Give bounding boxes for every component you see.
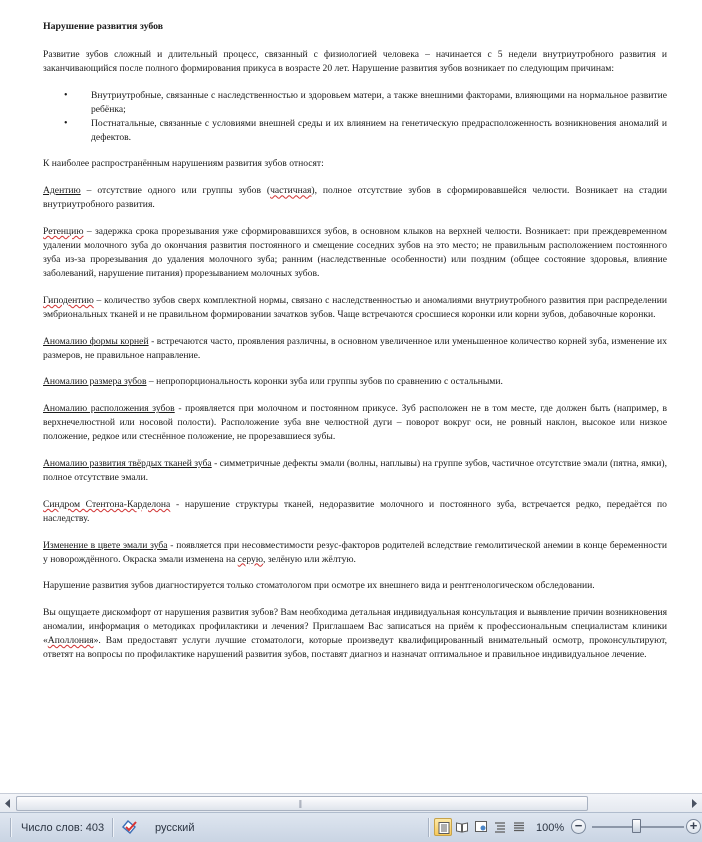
reading-icon <box>456 821 468 833</box>
print-layout-button[interactable] <box>434 818 452 836</box>
diagnosis-paragraph: Нарушение развития зубов диагностируется только стоматологом при осмотре их внешнего вида и рентгенологическом обследовании. <box>43 580 595 592</box>
web-layout-button[interactable] <box>472 818 490 836</box>
scroll-left-icon[interactable] <box>2 797 14 810</box>
tooth-size-term: Аномалию размера зубов <box>43 376 147 388</box>
tooth-position-paragraph: Аномалию расположения зубов - проявляется при молочном и постоянном прикусе. Зуб расположен не в том месте, где должен быть (например, в верхнечелюстной или носовой полости). Расположение зуба вне челюстной дуги – поворот вокруг оси, не ровный наклон, высокое или низкое положение, редкое или стеснённое положение, не прорезавшиеся зубы. <box>43 403 667 443</box>
status-bar <box>0 812 702 842</box>
tooth-size-paragraph: Аномалию размера зубов – непропорциональность коронки зуба или группы зубов по сравнению с остальными. <box>43 376 503 388</box>
closing-paragraph: Вы ощущаете дискомфорт от нарушения развития зубов? Вам необходима детальная индивидуальная консультация и выявление причин возникновения аномалии, информация о методиках профилактики и лечения? Приглашаем Вас записаться на приём к профессиональным специалистам клиники «Аполлония». Вам предоставят услуги лучшие стоматологи, которые произведут квалифицированный внимательный осмотр, проконсультируют, ответят на вопросы по профилактике нарушений развития зубов, поставят диагноз и назначат оптимальное и правильное индивидуальное лечение. <box>43 607 667 661</box>
bullet-icon: • <box>64 117 68 129</box>
plus-icon: + <box>689 818 698 833</box>
full-screen-reading-button[interactable] <box>453 818 471 836</box>
list-intro-paragraph: К наиболее распространённым нарушениям развития зубов относят: <box>43 158 324 170</box>
document-body[interactable] <box>43 20 667 675</box>
draft-button[interactable] <box>510 818 528 836</box>
clinic-name: Аполлония <box>47 635 94 647</box>
proofing-icon[interactable] <box>120 818 140 834</box>
adentia-paragraph: Адентию – отсутствие одного или группы зубов (частичная), полное отсутствие зубов в сформировавшейся челюсти. Возникает на стадии внутриутробного развития. <box>43 185 667 211</box>
retention-paragraph: Ретенцию – задержка срока прорезывания уже сформировавшихся зубов, в основном клыков на верхней челюсти. Возникает: при преждевременном удалении молочного зуба до окончания развития постоянного и смещение соседних зубов на это место; не правильным расположением постоянного зуба из-за прорезывания до удаления молочного зуба; ранним (наследственные особенности) или поздним (общее состояние здоровья, влияние заболеваний, нарушение питания) прорезыванием молочных зубов. <box>43 226 667 279</box>
hypodontia-paragraph: Гиподентию – количество зубов сверх комплектной нормы, связано с наследственностью и аномалиями внутриутробного развития при распределении эмбриональных тканей и не правильном формировании зачатков зубов. Чаще встречаются сросшиеся коронки или корни зубов, добавочные коронки. <box>43 294 667 320</box>
horizontal-scrollbar[interactable] <box>0 793 702 813</box>
intro-paragraph: Развитие зубов сложный и длительный процесс, связанный с физиологией человека – начинается с 5 недели внутриутробного развития и заканчивающийся после полного формирования прикуса в возрасте 20 лет. Нарушение развития зубов возникает по следующим причинам: <box>43 49 667 74</box>
scroll-grip-icon: ||| <box>299 799 301 808</box>
scroll-right-icon[interactable] <box>688 797 700 810</box>
root-shape-paragraph: Аномалию формы корней - встречаются часто, проявления различны, в основном увеличенное или уменьшенное количество корней зуба, изменение их размеров, не правильное направление. <box>43 335 667 361</box>
spelling-flag: серую <box>237 553 264 565</box>
outline-button[interactable] <box>491 818 509 836</box>
causes-list <box>43 89 667 145</box>
enamel-color-term: Изменение в цвете эмали зуба <box>43 539 168 551</box>
scroll-thumb[interactable] <box>16 796 588 811</box>
zoom-level[interactable]: 100% <box>536 822 565 834</box>
word-count[interactable]: Число слов: 403 <box>21 822 105 834</box>
hard-tissue-paragraph: Аномалию развития твёрдых тканей зуба - симметричные дефекты эмали (волны, наплывы) на группе зубов, частичное отсутствие эмали (пятна, ямки), полное отсутствие эмали. <box>43 458 667 483</box>
root-shape-term: Аномалию формы корней <box>43 335 149 347</box>
list-item: • Внутриутробные, связанные с наследственностью и здоровьем матери, а также внешними факторами, влияющими на нормальное развитие ребёнка; <box>64 89 667 115</box>
retention-term: Ретенцию <box>43 226 84 238</box>
zoom-in-button[interactable] <box>686 819 701 834</box>
language[interactable]: русский <box>155 822 195 834</box>
draft-icon <box>513 821 525 833</box>
zoom-out-button[interactable] <box>571 819 586 834</box>
status-separator <box>428 818 430 837</box>
zoom-slider-thumb[interactable] <box>632 819 641 833</box>
minus-icon: − <box>574 818 583 833</box>
tooth-position-term: Аномалию расположения зубов <box>43 403 175 415</box>
outline-icon <box>494 821 506 833</box>
hard-tissue-term: Аномалию развития твёрдых тканей зуба <box>43 458 212 470</box>
web-layout-icon <box>475 821 487 833</box>
syndrome-paragraph: Синдром Стентона-Карделона - нарушение структуры тканей, недоразвитие молочного и постоянного зуба, встречается редко, передаётся по наследству. <box>43 498 667 524</box>
list-item: • Постнатальные, связанные с условиями внешней среды и их влиянием на генетическую предрасположенность возникновения аномалий и дефектов. <box>64 117 667 143</box>
status-separator <box>10 818 12 837</box>
enamel-color-paragraph: Изменение в цвете эмали зуба - появляется при несовместимости резус-факторов родителей вследствие гемолитической анемии в конце беременности у новорождённого. Окраска эмали изменена на серую, зелёную или жёлтую. <box>43 539 667 565</box>
bullet-icon: • <box>64 89 68 101</box>
scroll-track[interactable] <box>16 796 680 810</box>
adentia-term: Адентию <box>43 185 81 197</box>
hypodontia-term: Гиподентию <box>43 294 94 306</box>
print-layout-icon <box>438 822 450 834</box>
status-separator <box>112 818 114 837</box>
spelling-flag: частичная <box>270 185 312 197</box>
syndrome-term: Синдром Стентона-Карделона <box>43 498 171 510</box>
document-title: Нарушение развития зубов <box>43 21 164 32</box>
